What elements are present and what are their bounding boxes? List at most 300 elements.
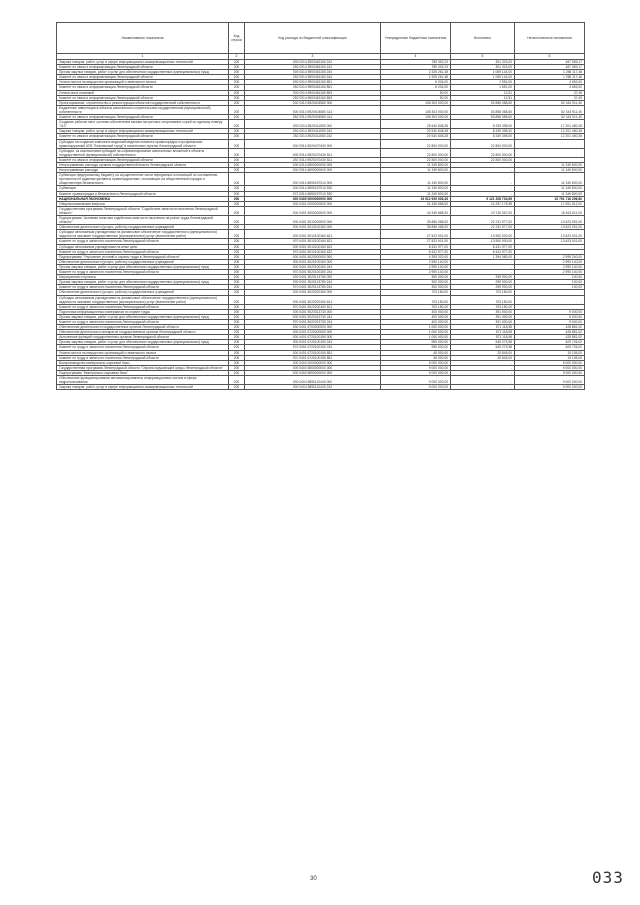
row-classification-code: 252 0314 5900461160 851: [245, 85, 381, 90]
row-approved-amount: 50,00: [381, 95, 451, 100]
row-name: НАЦИОНАЛЬНАЯ ЭКОНОМИКА: [57, 196, 229, 201]
row-code: 200: [229, 280, 245, 285]
row-name: Субсидии автономным учреждениям на иные цели: [57, 244, 229, 249]
row-executed-amount: 703 180,00: [451, 290, 515, 295]
row-classification-code: 252 0314 5920411550 242: [245, 134, 381, 139]
row-executed-amount: 1 394 080,00: [451, 254, 515, 259]
row-name: Создание рабочих мест системы обеспечения вызова экстренных оперативных служб по единому номеру "112": [57, 120, 229, 129]
row-executed-amount: 545 273,98: [451, 340, 515, 345]
row-executed-amount: 22 231 977,00: [451, 225, 515, 230]
row-unexecuted-amount: 9 000,00: [515, 319, 585, 324]
row-unexecuted-amount: 1 256 117,48: [515, 75, 585, 80]
row-name: Обеспечение функционирования автоматизированных информационных систем в сфере недропользования: [57, 376, 229, 385]
row-unexecuted-amount: 100,00: [515, 280, 585, 285]
row-approved-amount: 1 000 000,00: [381, 335, 451, 340]
table-row: [57, 285, 585, 290]
row-approved-amount: 955 000,00: [381, 340, 451, 345]
row-classification-code: 970 0401 5010100160 621: [245, 239, 381, 244]
table-row: [57, 319, 585, 324]
row-code: 200: [229, 186, 245, 191]
row-classification-code: 000 0314 5920470430 000: [245, 139, 381, 148]
row-executed-amount: 8 431 977,00: [451, 244, 515, 249]
row-name: Субвенции федеральному бюджету на осуществление части переданных полномочий по составлению протоколов об административных правонарушениях, посягающих на общественный порядок и общественную безопасность: [57, 173, 229, 186]
row-unexecuted-amount: 12 201 450,28: [515, 129, 585, 134]
row-unexecuted-amount: 11 349 800,00: [515, 162, 585, 167]
row-approved-amount: 703 180,00: [381, 290, 451, 295]
row-approved-amount: 8 431 977,00: [381, 244, 451, 249]
row-name: Мероприятия и проекты: [57, 275, 229, 280]
row-classification-code: 000 0401 6720100150 851: [245, 350, 381, 355]
table-row: [57, 80, 585, 85]
row-classification-code: 000 0401 5020313730 000: [245, 309, 381, 314]
row-approved-amount: 41 349 668,00: [381, 201, 451, 206]
row-approved-amount: 11 349 800,00: [381, 186, 451, 191]
row-code: 200: [229, 355, 245, 360]
row-name: Уплата налога на имущество организаций и земельного налога: [57, 80, 229, 85]
row-approved-amount: 300 000,00: [381, 275, 451, 280]
row-approved-amount: 789 392,23: [381, 60, 451, 65]
row-executed-amount: 391 000,00: [451, 319, 515, 324]
row-executed-amount: 22 800 000,00: [451, 148, 515, 157]
row-unexecuted-amount: 428 881,02: [515, 335, 585, 340]
row-code: 200: [229, 95, 245, 100]
row-unexecuted-amount: 428 881,02: [515, 330, 585, 335]
row-classification-code: 972 0314 6890157010 530: [245, 191, 381, 196]
row-code: 200: [229, 370, 245, 375]
row-name: Государственная программа Ленинградской области "Охрана окружающей среды Ленинградской области": [57, 365, 229, 370]
row-executed-amount: 25 845,00: [451, 350, 515, 355]
row-name: Прочая закупка товаров, работ и услуг для обеспечения государственных (муниципальных) нужд: [57, 264, 229, 269]
row-approved-amount: 2 990 140,00: [381, 270, 451, 275]
row-code: 200: [229, 295, 245, 304]
row-approved-amount: 22 800 000,00: [381, 139, 451, 148]
row-classification-code: 000 0314 6890000000 000: [245, 168, 381, 173]
row-approved-amount: 9 000 000,00: [381, 376, 451, 385]
table-row: [57, 95, 585, 100]
header-budget-classification: Код расхода по бюджетной классификации: [245, 23, 381, 54]
row-classification-code: 970 0401 5020113780 244: [245, 285, 381, 290]
table-row: [57, 330, 585, 335]
row-executed-amount: -: [451, 385, 515, 390]
row-approved-amount: 11 349 800,00: [381, 173, 451, 186]
row-name: Подготовка информационных материалов по охране труда: [57, 309, 229, 314]
row-classification-code: 252 0314 5900461160 853: [245, 95, 381, 100]
row-executed-amount: 299 930,00: [451, 285, 515, 290]
row-unexecuted-amount: 52 444 911,40: [515, 105, 585, 114]
row-unexecuted-amount: 11 349 800,00: [515, 168, 585, 173]
row-classification-code: 970 0401 5020200160 621: [245, 304, 381, 309]
row-code: 200: [229, 350, 245, 355]
row-classification-code: 000 0401 5010100160 622: [245, 244, 381, 249]
row-approved-amount: 4 393 320,00: [381, 254, 451, 259]
row-code: 200: [229, 345, 245, 350]
row-executed-amount: 703 180,00: [451, 304, 515, 309]
table-row: [57, 249, 585, 254]
row-unexecuted-amount: 1 256 117,48: [515, 70, 585, 75]
row-name: Непрограммные расходы: [57, 168, 229, 173]
row-classification-code: 000 0401 5020000000 000: [245, 254, 381, 259]
row-code: 200: [229, 239, 245, 244]
row-approved-amount: 20 540 848,28: [381, 129, 451, 134]
row-executed-amount: -: [451, 376, 515, 385]
row-unexecuted-amount: 4 653,00: [515, 85, 585, 90]
header-row: [57, 23, 585, 54]
row-unexecuted-amount: 100,00: [515, 285, 585, 290]
row-unexecuted-amount: 9 000,00: [515, 314, 585, 319]
row-executed-amount: 53 858 088,60: [451, 105, 515, 114]
row-unexecuted-amount: 13 623 091,00: [515, 216, 585, 225]
row-classification-code: 252 0314 5920404580 414: [245, 115, 381, 120]
row-executed-amount: 24 297 175,98: [451, 201, 515, 206]
row-name: Комитет по труду и занятости населения Ленинградской области: [57, 345, 229, 350]
row-approved-amount: 8 431 977,00: [381, 249, 451, 254]
row-executed-amount: 12,51: [451, 95, 515, 100]
row-code: 200: [229, 244, 245, 249]
row-name: Комитет правопорядка и безопасности Ленинградской области: [57, 191, 229, 196]
row-approved-amount: 108 303 000,00: [381, 100, 451, 105]
row-classification-code: 000 0401 5020200160 621: [245, 295, 381, 304]
row-executed-amount: 571 118,98: [451, 330, 515, 335]
row-classification-code: 000 0314 6890157010 530: [245, 186, 381, 191]
column-number: 1: [57, 54, 229, 60]
table-row: [57, 139, 585, 148]
header-row-code: Код строки: [229, 23, 245, 54]
row-name: Подпрограмма "Улучшение условий и охраны труда в Ленинградской области": [57, 254, 229, 259]
row-approved-amount: 300 000,00: [381, 285, 451, 290]
row-executed-amount: 1 551,00: [451, 85, 515, 90]
table-row: [57, 173, 585, 186]
row-approved-amount: 9 000 000,00: [381, 365, 451, 370]
row-classification-code: 000 0314 5920404580 414: [245, 105, 381, 114]
row-executed-amount: 571 118,98: [451, 335, 515, 340]
row-executed-amount: 23 726 057,00: [451, 206, 515, 215]
table-row: [57, 325, 585, 330]
row-code: 200: [229, 249, 245, 254]
row-executed-amount: 13 900 000,00: [451, 239, 515, 244]
row-unexecuted-amount: 13 623 001,00: [515, 239, 585, 244]
row-classification-code: 000 0314 6800000000 000: [245, 162, 381, 167]
row-code: 200: [229, 230, 245, 239]
column-number: 6: [515, 54, 585, 60]
row-unexecuted-amount: 4 653,00: [515, 80, 585, 85]
row-name: Уплата иных платежей: [57, 90, 229, 95]
row-classification-code: 000 0314 5920404580 000: [245, 100, 381, 105]
row-code: 200: [229, 196, 245, 201]
row-code: 200: [229, 168, 245, 173]
row-code: 200: [229, 90, 245, 95]
row-classification-code: 000 0314 5900461160 244: [245, 70, 381, 75]
row-executed-amount: 703 180,00: [451, 295, 515, 304]
table-row: [57, 295, 585, 304]
row-executed-amount: -: [451, 259, 515, 264]
row-executed-amount: -: [451, 191, 515, 196]
row-classification-code: 000 0401 6720100150 244: [245, 340, 381, 345]
row-unexecuted-amount: 17 051 512,02: [515, 201, 585, 206]
table-row: [57, 350, 585, 355]
row-classification-code: 252 0314 5900461160 244: [245, 75, 381, 80]
table-row: [57, 70, 585, 75]
row-executed-amount: -: [451, 168, 515, 173]
row-unexecuted-amount: 37,49: [515, 90, 585, 95]
row-code: 200: [229, 319, 245, 324]
row-executed-amount: -: [451, 173, 515, 186]
row-code: 200: [229, 85, 245, 90]
row-executed-amount: 299 930,00: [451, 275, 515, 280]
row-unexecuted-amount: 11 349 800,00: [515, 186, 585, 191]
row-unexecuted-amount: -: [515, 148, 585, 157]
row-approved-amount: 955 000,00: [381, 345, 451, 350]
row-unexecuted-amount: 52 444 911,40: [515, 115, 585, 120]
row-code: 200: [229, 120, 245, 129]
row-classification-code: 000 0404 0000000000 000: [245, 360, 381, 365]
row-code: 200: [229, 80, 245, 85]
column-number: 4: [381, 54, 451, 60]
row-classification-code: 000 0400 0000000000 000: [245, 196, 381, 201]
table-row: [57, 244, 585, 249]
row-code: 200: [229, 385, 245, 390]
row-executed-amount: 22 231 977,00: [451, 216, 515, 225]
row-name: Бюджетные инвестиции в объекты капитального строительства государственной (муниципальной) собственности: [57, 105, 229, 114]
row-unexecuted-amount: -: [515, 304, 585, 309]
row-code: 200: [229, 173, 245, 186]
row-code: 200: [229, 270, 245, 275]
row-code: 200: [229, 206, 245, 215]
row-classification-code: 000 0314 5900461160 853: [245, 90, 381, 95]
row-approved-amount: 300 000,00: [381, 280, 451, 285]
row-classification-code: 000 0404 5850000000 000: [245, 370, 381, 375]
row-executed-amount: 53 858 088,60: [451, 115, 515, 120]
row-executed-amount: 22 800 000,00: [451, 139, 515, 148]
table-row: [57, 85, 585, 90]
row-classification-code: 000 0401 5010100160 000: [245, 225, 381, 230]
row-unexecuted-amount: 487 069,17: [515, 65, 585, 70]
row-unexecuted-amount: 2 999 240,00: [515, 254, 585, 259]
row-approved-amount: 6 204,00: [381, 80, 451, 85]
table-row: [57, 115, 585, 120]
table-row: [57, 148, 585, 157]
row-code: 200: [229, 139, 245, 148]
column-number: 3: [245, 54, 381, 60]
row-approved-amount: 11 349 800,00: [381, 168, 451, 173]
row-code: 200: [229, 129, 245, 134]
row-code: 200: [229, 290, 245, 295]
row-unexecuted-amount: -: [515, 157, 585, 162]
budget-execution-table: [56, 22, 585, 390]
row-name: Прочая закупка товаров, работ и услуг для обеспечения государственных (муниципальных) нужд: [57, 280, 229, 285]
row-name: Закупка товаров, работ, услуг в сфере информационно-коммуникационных технологий: [57, 60, 229, 65]
row-executed-amount: 1 069 144,00: [451, 70, 515, 75]
row-unexecuted-amount: 13 623 001,00: [515, 230, 585, 239]
row-name: Подпрограмма "Минерально-сырьевая база": [57, 370, 229, 375]
row-code: 200: [229, 365, 245, 370]
row-executed-amount: 299 930,00: [451, 280, 515, 285]
row-classification-code: 000 0401 6700000000 000: [245, 325, 381, 330]
row-name: Закупка товаров, работ, услуг в сфере информационно-коммуникационных технологий: [57, 129, 229, 134]
row-approved-amount: 22 800 000,00: [381, 157, 451, 162]
row-unexecuted-amount: 10 791 716 296,80: [515, 196, 585, 201]
row-name: Субвенции: [57, 186, 229, 191]
row-executed-amount: 391 000,00: [451, 309, 515, 314]
row-classification-code: 000 0401 5020100160 000: [245, 259, 381, 264]
row-executed-amount: 391 000,00: [451, 314, 515, 319]
table-row: [57, 309, 585, 314]
row-executed-amount: 8 339 398,00: [451, 129, 515, 134]
row-approved-amount: 50,00: [381, 90, 451, 95]
row-classification-code: 000 0314 5920411550 242: [245, 129, 381, 134]
row-code: 200: [229, 65, 245, 70]
row-approved-amount: 2 990 140,00: [381, 259, 451, 264]
row-name: Обеспечение деятельности государственных органов Ленинградской области: [57, 325, 229, 330]
row-approved-amount: 11 349 800,00: [381, 191, 451, 196]
row-executed-amount: 545 273,98: [451, 345, 515, 350]
row-classification-code: 000 0314 5920411550 000: [245, 120, 381, 129]
row-unexecuted-amount: 37,49: [515, 95, 585, 100]
row-code: 200: [229, 304, 245, 309]
row-unexecuted-amount: -: [515, 290, 585, 295]
row-name: Прочая закупка товаров, работ и услуг для обеспечения государственных (муниципальных) нужд: [57, 70, 229, 75]
row-code: 200: [229, 162, 245, 167]
row-unexecuted-amount: 487 069,17: [515, 60, 585, 65]
row-approved-amount: 1 000 000,00: [381, 330, 451, 335]
row-code: 200: [229, 254, 245, 259]
row-name: Проектирование, строительство и реконструкция объектов государственной собственности: [57, 100, 229, 105]
row-classification-code: 970 0401 5020100160 244: [245, 270, 381, 275]
row-code: 200: [229, 191, 245, 196]
table-row: [57, 335, 585, 340]
row-approved-amount: 108 303 000,00: [381, 115, 451, 120]
row-name: Уплата налога на имущество организаций и земельного налога: [57, 350, 229, 355]
row-approved-amount: 20 540 848,28: [381, 134, 451, 139]
row-approved-amount: 25 540 848,28: [381, 120, 451, 129]
table-row: [57, 225, 585, 230]
row-approved-amount: 35 856 068,00: [381, 225, 451, 230]
row-code: 200: [229, 70, 245, 75]
table-row: [57, 206, 585, 215]
row-unexecuted-amount: 2 990 140,00: [515, 264, 585, 269]
row-classification-code: 252 0314 5920470430 521: [245, 157, 381, 162]
row-name: Государственная программа Ленинградской области "Содействие занятости населения Ленинградской области": [57, 206, 229, 215]
row-unexecuted-amount: 9 000 000,00: [515, 385, 585, 390]
row-name: Субсидии автономным учреждениям на финансовое обеспечение государственного (муниципального) задания на оказание государственных (муниципальных) услуг (выполнение работ): [57, 295, 229, 304]
row-unexecuted-amount: 13 623 091,00: [515, 225, 585, 230]
row-approved-amount: 45 000,00: [381, 355, 451, 360]
row-executed-amount: 9 121 208 733,65: [451, 196, 515, 201]
column-number: 2: [229, 54, 245, 60]
row-classification-code: 000 0401 5020113780 244: [245, 280, 381, 285]
header-indicator-name: Наименование показателя: [57, 23, 229, 54]
row-classification-code: 000 0314 5920470430 521: [245, 148, 381, 157]
row-approved-amount: 9 000 000,00: [381, 360, 451, 365]
row-executed-amount: -: [451, 360, 515, 365]
table-row: [57, 134, 585, 139]
row-code: 200: [229, 285, 245, 290]
row-name: Комитет по труду и занятости населения Ленинградской области: [57, 319, 229, 324]
row-executed-amount: 1 069 144,00: [451, 75, 515, 80]
row-name: Комитет по труду и занятости населения Ленинградской области: [57, 270, 229, 275]
table-row: [57, 304, 585, 309]
row-executed-amount: -: [451, 270, 515, 275]
table-body: [57, 60, 585, 390]
row-classification-code: 000 0401 6720000000 000: [245, 330, 381, 335]
table-row: [57, 280, 585, 285]
header-approved: Утвержденные бюджетные назначения: [381, 23, 451, 54]
row-classification-code: 970 0401 5010100160 622: [245, 249, 381, 254]
row-code: 200: [229, 60, 245, 65]
table-row: [57, 355, 585, 360]
row-unexecuted-amount: 11 349 800,00: [515, 191, 585, 196]
row-code: 200: [229, 259, 245, 264]
row-classification-code: 000 0314 5900461160 851: [245, 80, 381, 85]
row-executed-amount: 13 900 000,00: [451, 230, 515, 239]
row-approved-amount: 11 349 800,00: [381, 162, 451, 167]
row-executed-amount: 301 323,00: [451, 60, 515, 65]
row-unexecuted-amount: 9 000,00: [515, 309, 585, 314]
table-row: [57, 120, 585, 129]
row-unexecuted-amount: 16 623 611,00: [515, 206, 585, 215]
row-name: Обеспечение деятельности (услуги, работы) государственных учреждений: [57, 290, 229, 295]
row-name: Комитет по связи и информатизации Ленинградской области: [57, 75, 229, 80]
row-name: Непрограммные расходы органов государственной власти Ленинградской области: [57, 162, 229, 167]
row-code: 200: [229, 216, 245, 225]
row-approved-amount: 27 523 001,00: [381, 230, 451, 239]
row-name: Воспроизводство минерально-сырьевой базы: [57, 360, 229, 365]
table-row: [57, 129, 585, 134]
row-approved-amount: 1 000 000,00: [381, 325, 451, 330]
table-header: [57, 23, 585, 60]
row-classification-code: 000 0314 5900461160 242: [245, 60, 381, 65]
row-name: Комитет по связи и информатизации Ленинградской области: [57, 65, 229, 70]
row-unexecuted-amount: -: [515, 249, 585, 254]
row-name: Комитет по труду и занятости населения Ленинградской области: [57, 239, 229, 244]
row-code: 200: [229, 225, 245, 230]
table-row: [57, 100, 585, 105]
row-code: 200: [229, 134, 245, 139]
row-name: Комитет по связи и информатизации Ленинградской области: [57, 134, 229, 139]
row-classification-code: 000 0401 0000000000 000: [245, 201, 381, 206]
row-classification-code: 000 0401 6720100150 000: [245, 335, 381, 340]
row-unexecuted-amount: 9 000 000,00: [515, 360, 585, 365]
table-row: [57, 254, 585, 259]
table-row: [57, 340, 585, 345]
row-name: Обеспечение деятельности (услуги, работы) государственных учреждений: [57, 259, 229, 264]
table-row: [57, 230, 585, 239]
page-number: 30: [310, 876, 317, 882]
row-approved-amount: 108 303 000,00: [381, 105, 451, 114]
row-approved-amount: 27 523 001,00: [381, 239, 451, 244]
table-row: [57, 157, 585, 162]
row-approved-amount: 40 349 668,00: [381, 206, 451, 215]
row-code: 200: [229, 330, 245, 335]
row-approved-amount: 6 204,00: [381, 85, 451, 90]
table-row: [57, 385, 585, 390]
row-executed-amount: 12,51: [451, 90, 515, 95]
row-classification-code: 970 0401 6720100150 851: [245, 355, 381, 360]
row-executed-amount: -: [451, 162, 515, 167]
table-row: [57, 239, 585, 244]
column-number: 5: [451, 54, 515, 60]
row-executed-amount: 8 339 398,00: [451, 120, 515, 129]
row-code: 200: [229, 201, 245, 206]
row-name: Общеэкономические вопросы: [57, 201, 229, 206]
row-classification-code: 000 0404 5800000000 000: [245, 365, 381, 370]
row-name: Закупка товаров, работ, услуг в сфере информационно-коммуникационных технологий: [57, 385, 229, 390]
row-name: Комитет по труду и занятости населения Ленинградской области: [57, 285, 229, 290]
row-name: Комитет по связи и информатизации Ленинградской области: [57, 95, 229, 100]
row-unexecuted-amount: 100,00: [515, 275, 585, 280]
row-approved-amount: 2 990 140,00: [381, 264, 451, 269]
row-executed-amount: -: [451, 365, 515, 370]
row-classification-code: 000 0404 5850110440 242: [245, 385, 381, 390]
